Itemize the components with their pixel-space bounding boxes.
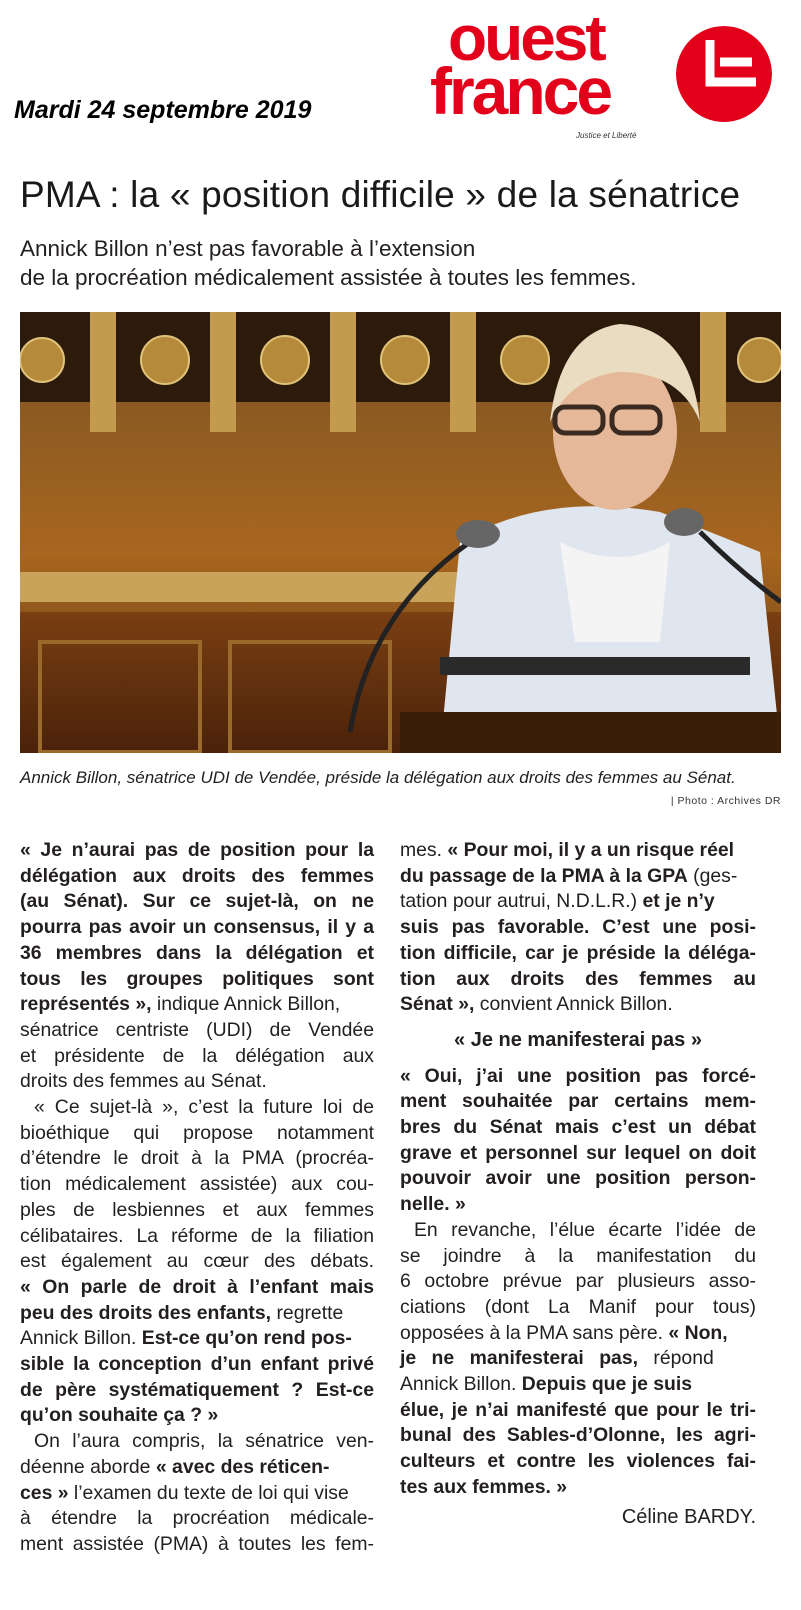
text-line: tes aux femmes. » bbox=[400, 1475, 568, 1498]
text-line-mixed bbox=[400, 864, 756, 890]
text-line-mixed bbox=[20, 1481, 374, 1507]
text-line-mixed bbox=[400, 1321, 756, 1347]
article-photo bbox=[20, 312, 781, 753]
article-column-left bbox=[20, 838, 374, 1558]
text-run-bold: représentés », bbox=[20, 993, 152, 1016]
text-run: Annick Billon. bbox=[20, 1327, 137, 1350]
text-line: sible la conception d’un enfant privé bbox=[20, 1353, 374, 1376]
author-signature: Céline BARDY. bbox=[621, 1505, 756, 1528]
text-line: pouvoir avoir une position person- bbox=[400, 1167, 756, 1190]
text-run: (ges- bbox=[687, 864, 738, 887]
text-line: droits des femmes au Sénat. bbox=[20, 1070, 267, 1093]
logo-word-france: france bbox=[430, 54, 611, 128]
text-line-mixed bbox=[400, 1346, 756, 1372]
text-run: déenne aborde bbox=[20, 1455, 151, 1478]
text-line: 6 octobre prévue par plusieurs asso- bbox=[400, 1270, 756, 1293]
text-run: regrette bbox=[271, 1301, 344, 1324]
text-run-bold: « Pour moi, il y a un risque réel bbox=[442, 839, 735, 861]
text-line: délégation aux droits des femmes bbox=[20, 864, 374, 887]
text-run-bold: du passage de la PMA à la GPA bbox=[400, 864, 688, 887]
logo-tagline: Justice et Liberté bbox=[576, 131, 637, 140]
text-line: « Oui, j’ai une position pas forcé- bbox=[400, 1064, 756, 1087]
text-line-mixed bbox=[400, 1372, 756, 1398]
text-line: élue, je n’ai manifesté que pour le tri- bbox=[400, 1398, 756, 1421]
text-line: de père systématiquement ? Est-ce bbox=[20, 1378, 374, 1401]
text-line: sénatrice centriste (UDI) de Vendée bbox=[20, 1018, 374, 1041]
text-run-bold: « Non, bbox=[663, 1321, 728, 1344]
logo-word-ouest: ouest bbox=[448, 2, 604, 74]
text-line-mixed bbox=[400, 838, 756, 864]
text-line-mixed bbox=[20, 992, 374, 1018]
text-line: ciations (dont La Manif pour tous) bbox=[400, 1295, 756, 1318]
text-run: l’examen du texte de loi qui vise bbox=[68, 1481, 349, 1504]
text-run-bold: « avec des réticen- bbox=[150, 1455, 330, 1478]
text-line: ples de lesbiennes et aux femmes bbox=[20, 1198, 374, 1221]
text-run-bold: peu des droits des enfants, bbox=[20, 1301, 272, 1324]
text-line: « On parle de droit à l’enfant mais bbox=[20, 1275, 374, 1298]
text-line: suis pas favorable. C’est une posi- bbox=[400, 916, 756, 939]
text-line-mixed bbox=[20, 1326, 374, 1352]
text-line: nelle. » bbox=[400, 1193, 466, 1216]
text-line: bres du Sénat mais c’est un débat bbox=[400, 1116, 756, 1139]
text-line: se joindre à la manifestation du bbox=[400, 1244, 756, 1267]
text-run: Annick Billon. bbox=[400, 1373, 517, 1396]
photo-caption: Annick Billon, sénatrice UDI de Vendée, préside la délégation aux droits des femmes au Sénat. bbox=[20, 768, 736, 787]
photo-credit: | Photo : Archives DR bbox=[670, 795, 781, 807]
text-line-mixed bbox=[20, 1455, 374, 1481]
article-title: PMA : la « position difficile » de la sénatrice bbox=[20, 174, 741, 215]
text-line: d’étendre le droit à la PMA (procréa- bbox=[20, 1147, 374, 1170]
text-run-bold: Sénat », bbox=[400, 993, 475, 1016]
text-line: On l’aura compris, la sénatrice ven- bbox=[34, 1430, 374, 1453]
text-run: mes. bbox=[400, 839, 443, 861]
text-line-mixed bbox=[400, 992, 756, 1018]
text-line: est également au cœur des débats. bbox=[20, 1250, 374, 1273]
text-line: culteurs et contre les violences fai- bbox=[400, 1450, 756, 1473]
text-line-mixed bbox=[20, 1301, 374, 1327]
senate-photo-illustration bbox=[20, 312, 781, 753]
text-run: indique Annick Billon, bbox=[151, 993, 341, 1016]
text-line: qu’on souhaite ça ? » bbox=[20, 1404, 219, 1427]
text-line: 36 membres dans la délégation et bbox=[20, 941, 374, 964]
lede-line: Annick Billon n’est pas favorable à l’extension bbox=[20, 236, 476, 261]
text-line-mixed bbox=[400, 889, 756, 915]
text-line: En revanche, l’élue écarte l’idée de bbox=[414, 1218, 756, 1241]
lede-line: de la procréation médicalement assistée à toutes les femmes. bbox=[20, 265, 637, 290]
text-run: répond bbox=[638, 1347, 714, 1370]
ouest-france-logo bbox=[430, 2, 790, 146]
text-line: bioéthique qui propose notamment bbox=[20, 1121, 374, 1144]
text-line: tion difficile, car je préside la déléga- bbox=[400, 941, 756, 964]
text-line: « Ce sujet-là », c’est la future loi de bbox=[34, 1096, 374, 1119]
text-run: convient Annick Billon. bbox=[474, 993, 673, 1016]
text-line: et présidente de la délégation aux bbox=[20, 1044, 374, 1067]
article-column-right bbox=[400, 838, 756, 1530]
text-run: tation pour autrui, N.D.L.R.) bbox=[400, 890, 638, 913]
text-run-bold: et je n’y bbox=[637, 890, 715, 913]
article-lede bbox=[20, 234, 780, 292]
text-line: tion aux droits des femmes au bbox=[400, 967, 756, 990]
text-line: pourra pas avoir un consensus, il y a bbox=[20, 916, 374, 939]
text-run: opposées à la PMA sans père. bbox=[400, 1321, 664, 1344]
text-line: (au Sénat). Sur ce sujet-là, on ne bbox=[20, 890, 374, 913]
text-line: à étendre la procréation médicale- bbox=[20, 1507, 374, 1530]
text-run-bold: ces » bbox=[20, 1481, 69, 1504]
text-run-bold: Est-ce qu’on rend pos- bbox=[136, 1327, 352, 1350]
text-line: bunal des Sables-d’Olonne, les agri- bbox=[400, 1424, 756, 1447]
logo-badge-icon bbox=[676, 26, 772, 122]
text-run-bold: je ne manifesterai pas, bbox=[400, 1347, 639, 1370]
text-line: ment souhaitée par certains mem- bbox=[400, 1090, 756, 1113]
text-line: tion médicalement assistée) aux cou- bbox=[20, 1173, 374, 1196]
text-line: grave et personnel sur lequel on doit bbox=[400, 1141, 756, 1164]
text-line: tous les groupes politiques sont bbox=[20, 967, 374, 990]
text-line: célibataires. La réforme de la filiation bbox=[20, 1224, 374, 1247]
publication-date: Mardi 24 septembre 2019 bbox=[14, 96, 312, 124]
article-subhead: « Je ne manifesterai pas » bbox=[454, 1028, 702, 1051]
text-run-bold: Depuis que je suis bbox=[516, 1373, 693, 1396]
text-line: « Je n’aurai pas de position pour la bbox=[20, 839, 374, 861]
text-line: ment assistée (PMA) à toutes les fem- bbox=[20, 1532, 374, 1555]
